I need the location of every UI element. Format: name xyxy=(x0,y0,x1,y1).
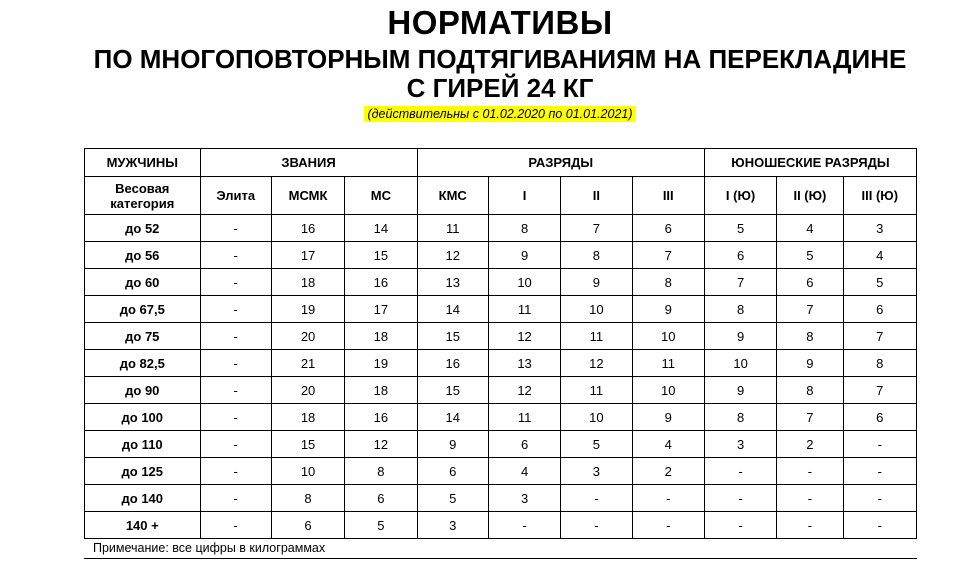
table-cell: 4 xyxy=(777,215,843,242)
table-cell: 10 xyxy=(704,350,776,377)
column-header: МСМК xyxy=(271,177,344,215)
table-row xyxy=(85,242,917,269)
table-cell: 4 xyxy=(632,431,704,458)
table-cell: 7 xyxy=(704,269,776,296)
table-cell: 11 xyxy=(561,323,632,350)
table-cell: 10 xyxy=(271,458,344,485)
table-cell: 9 xyxy=(704,377,776,404)
table-cell: - xyxy=(561,512,632,539)
group-header-youth-ranks: ЮНОШЕСКИЕ РАЗРЯДЫ xyxy=(704,149,916,177)
table-row xyxy=(85,404,917,431)
footer xyxy=(84,539,917,559)
table-cell: - xyxy=(843,458,916,485)
table-cell: 6 xyxy=(345,485,417,512)
table-cell: 15 xyxy=(271,431,344,458)
weight-category-cell: 140 + xyxy=(85,512,201,539)
table-cell: 16 xyxy=(345,269,417,296)
weight-category-cell: до 125 xyxy=(85,458,201,485)
table-cell: 8 xyxy=(561,242,632,269)
table-cell: 12 xyxy=(345,431,417,458)
column-header: II xyxy=(561,177,632,215)
table-cell: 8 xyxy=(271,485,344,512)
table-cell: 19 xyxy=(345,350,417,377)
table-cell: 20 xyxy=(271,323,344,350)
table-cell: 16 xyxy=(345,404,417,431)
table-cell: 6 xyxy=(843,296,916,323)
table-cell: 5 xyxy=(843,269,916,296)
table-cell: 6 xyxy=(704,242,776,269)
table-cell: 2 xyxy=(777,431,843,458)
table-cell: 7 xyxy=(632,242,704,269)
table-cell: - xyxy=(843,431,916,458)
weight-category-cell: до 56 xyxy=(85,242,201,269)
weight-category-cell: до 60 xyxy=(85,269,201,296)
table-cell: - xyxy=(843,512,916,539)
table-cell: - xyxy=(200,485,271,512)
table-cell: 5 xyxy=(777,242,843,269)
table-cell: 15 xyxy=(417,323,488,350)
column-header: III xyxy=(632,177,704,215)
table-row xyxy=(85,377,917,404)
weight-category-cell: до 75 xyxy=(85,323,201,350)
column-header: МС xyxy=(345,177,417,215)
group-header-row xyxy=(85,149,917,177)
table-cell: 9 xyxy=(561,269,632,296)
table-cell: - xyxy=(777,458,843,485)
weight-category-cell: до 67,5 xyxy=(85,296,201,323)
table-cell: - xyxy=(632,512,704,539)
table-cell: 9 xyxy=(417,431,488,458)
table-cell: 20 xyxy=(271,377,344,404)
validity-period: (действительны с 01.02.2020 по 01.01.2021) xyxy=(364,106,635,122)
table-cell: - xyxy=(632,485,704,512)
weight-category-cell: до 110 xyxy=(85,431,201,458)
table-cell: 18 xyxy=(345,323,417,350)
table-cell: - xyxy=(200,350,271,377)
table-cell: 14 xyxy=(417,404,488,431)
table-cell: 8 xyxy=(345,458,417,485)
table-cell: 11 xyxy=(561,377,632,404)
table-row xyxy=(85,512,917,539)
table-cell: - xyxy=(704,512,776,539)
weight-category-cell: до 82,5 xyxy=(85,350,201,377)
column-header: КМС xyxy=(417,177,488,215)
validity-line xyxy=(0,105,971,123)
table-cell: 11 xyxy=(488,296,560,323)
table-cell: - xyxy=(200,458,271,485)
table-cell: - xyxy=(200,377,271,404)
table-cell: 3 xyxy=(561,458,632,485)
table-cell: - xyxy=(200,512,271,539)
table-cell: 5 xyxy=(345,512,417,539)
table-cell: - xyxy=(200,404,271,431)
table-row xyxy=(85,485,917,512)
table-cell: 14 xyxy=(417,296,488,323)
table-cell: 17 xyxy=(345,296,417,323)
table-cell: 18 xyxy=(271,404,344,431)
table-cell: - xyxy=(704,458,776,485)
table-cell: 10 xyxy=(632,377,704,404)
table-cell: 10 xyxy=(488,269,560,296)
table-cell: - xyxy=(200,215,271,242)
table-cell: - xyxy=(200,431,271,458)
table-cell: - xyxy=(200,323,271,350)
table-cell: 15 xyxy=(417,377,488,404)
table-cell: 6 xyxy=(488,431,560,458)
table-cell: 7 xyxy=(777,296,843,323)
table-cell: 14 xyxy=(345,215,417,242)
table-cell: - xyxy=(843,485,916,512)
weight-category-cell: до 52 xyxy=(85,215,201,242)
table-cell: 4 xyxy=(488,458,560,485)
column-header: II (Ю) xyxy=(777,177,843,215)
table-cell: 17 xyxy=(271,242,344,269)
table-cell: 6 xyxy=(417,458,488,485)
table-cell: 3 xyxy=(417,512,488,539)
group-header-titles: ЗВАНИЯ xyxy=(200,149,417,177)
table-row xyxy=(85,215,917,242)
column-header: III (Ю) xyxy=(843,177,916,215)
table-cell: 10 xyxy=(632,323,704,350)
table-row xyxy=(85,296,917,323)
table-cell: 7 xyxy=(843,377,916,404)
table-cell: 8 xyxy=(777,377,843,404)
table-cell: 9 xyxy=(488,242,560,269)
norms-table xyxy=(84,148,917,539)
weight-category-cell: до 140 xyxy=(85,485,201,512)
table-cell: 6 xyxy=(843,404,916,431)
table-cell: 15 xyxy=(345,242,417,269)
table-cell: 6 xyxy=(632,215,704,242)
table-cell: 6 xyxy=(271,512,344,539)
table-cell: 7 xyxy=(777,404,843,431)
table-cell: 5 xyxy=(417,485,488,512)
table-cell: 9 xyxy=(632,296,704,323)
table-row xyxy=(85,269,917,296)
table-cell: 3 xyxy=(704,431,776,458)
table-cell: 10 xyxy=(561,404,632,431)
table-cell: 8 xyxy=(777,323,843,350)
column-header: I xyxy=(488,177,560,215)
table-cell: 9 xyxy=(704,323,776,350)
table-cell: 11 xyxy=(488,404,560,431)
column-header-row xyxy=(85,177,917,215)
table-cell: 12 xyxy=(417,242,488,269)
table-cell: - xyxy=(777,512,843,539)
table-cell: 13 xyxy=(417,269,488,296)
table-row xyxy=(85,458,917,485)
table-cell: 8 xyxy=(488,215,560,242)
table-cell: - xyxy=(777,485,843,512)
table-cell: 5 xyxy=(561,431,632,458)
table-cell: 9 xyxy=(632,404,704,431)
table-row xyxy=(85,350,917,377)
table-cell: 9 xyxy=(777,350,843,377)
table-cell: 18 xyxy=(271,269,344,296)
table-cell: 11 xyxy=(417,215,488,242)
table-cell: 18 xyxy=(345,377,417,404)
page-subtitle: ПО МНОГОПОВТОРНЫМ ПОДТЯГИВАНИЯМ НА ПЕРЕКЛАДИНЕ xyxy=(93,44,907,74)
table-cell: 8 xyxy=(843,350,916,377)
column-header: Элита xyxy=(200,177,271,215)
table-cell: - xyxy=(200,296,271,323)
table-cell: 19 xyxy=(271,296,344,323)
table-cell: 7 xyxy=(561,215,632,242)
table-cell: 7 xyxy=(843,323,916,350)
table-cell: 8 xyxy=(632,269,704,296)
table-cell: - xyxy=(704,485,776,512)
table-cell: 10 xyxy=(561,296,632,323)
page-subtitle-weight: С ГИРЕЙ 24 КГ xyxy=(406,73,594,103)
table-body xyxy=(85,215,917,539)
table-cell: 8 xyxy=(704,296,776,323)
page-title: НОРМАТИВЫ xyxy=(387,4,613,41)
table-cell: 16 xyxy=(417,350,488,377)
table-cell: - xyxy=(561,485,632,512)
table-cell: 2 xyxy=(632,458,704,485)
table-cell: 3 xyxy=(843,215,916,242)
column-header: I (Ю) xyxy=(704,177,776,215)
column-header-weight-category: Весовая категория xyxy=(85,177,201,215)
table-cell: 12 xyxy=(488,323,560,350)
table-cell: 16 xyxy=(271,215,344,242)
table-cell: 11 xyxy=(632,350,704,377)
table-cell: 6 xyxy=(777,269,843,296)
table-cell: 5 xyxy=(704,215,776,242)
group-header-men: МУЖЧИНЫ xyxy=(85,149,201,177)
weight-category-cell: до 90 xyxy=(85,377,201,404)
footnote: Примечание: все цифры в килограммах xyxy=(93,541,326,555)
table-cell: 12 xyxy=(561,350,632,377)
table-cell: 3 xyxy=(488,485,560,512)
table-cell: - xyxy=(200,269,271,296)
table-cell: 8 xyxy=(704,404,776,431)
table-row xyxy=(85,431,917,458)
table-cell: 4 xyxy=(843,242,916,269)
weight-category-cell: до 100 xyxy=(85,404,201,431)
table-row xyxy=(85,323,917,350)
table-cell: 13 xyxy=(488,350,560,377)
group-header-ranks: РАЗРЯДЫ xyxy=(417,149,704,177)
table-cell: 21 xyxy=(271,350,344,377)
table-cell: - xyxy=(200,242,271,269)
table-cell: - xyxy=(488,512,560,539)
table-cell: 12 xyxy=(488,377,560,404)
